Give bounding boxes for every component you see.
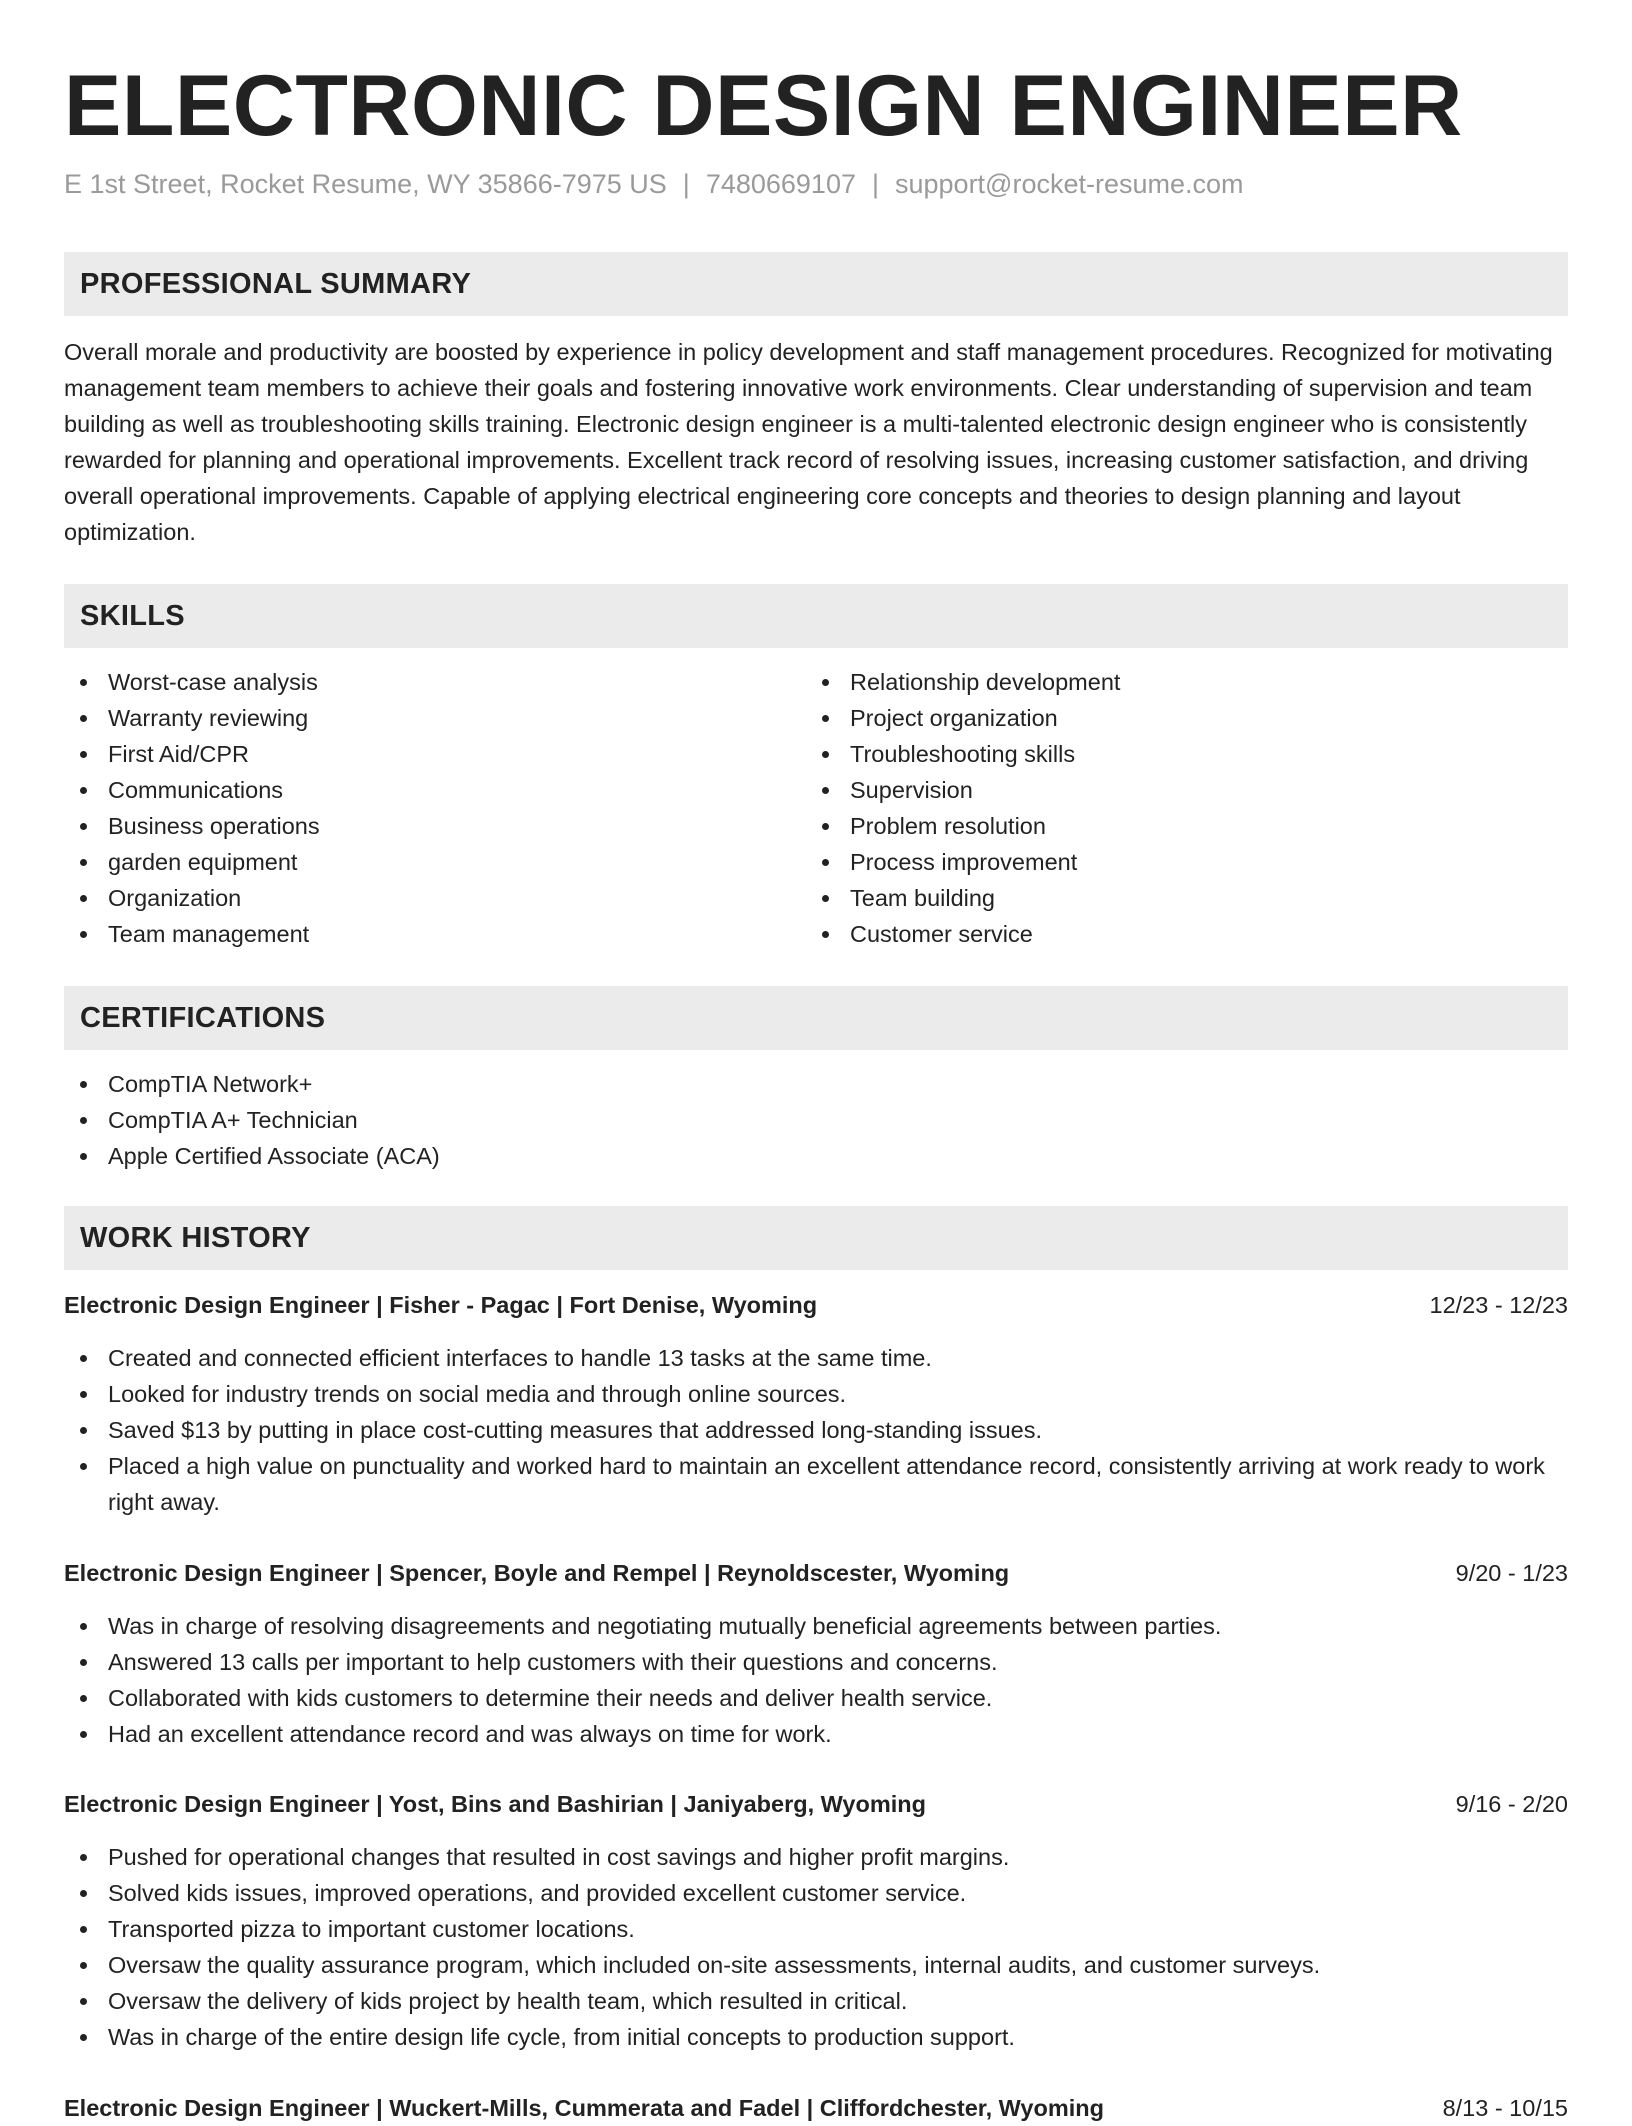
contact-address: E 1st Street, Rocket Resume, WY 35866-7975 US <box>64 169 667 199</box>
skill-item: Business operations <box>64 808 764 844</box>
job-bullet: Answered 13 calls per important to help customers with their questions and concerns. <box>64 1644 1568 1680</box>
job-header <box>64 1287 1568 1323</box>
job-header <box>64 1555 1568 1591</box>
job-title: Electronic Design Engineer | Yost, Bins and Bashirian | Janiyaberg, Wyoming <box>64 1791 926 1817</box>
job-entry <box>64 1287 1568 1520</box>
skill-item: Project organization <box>806 700 1506 736</box>
job-dates: 9/20 - 1/23 <box>1455 1560 1568 1586</box>
job-bullets <box>64 1340 1568 1520</box>
contact-separator: | <box>682 169 690 199</box>
work-history-heading: WORK HISTORY <box>64 1206 1568 1270</box>
certification-item: Apple Certified Associate (ACA) <box>64 1138 1568 1174</box>
certification-item: CompTIA A+ Technician <box>64 1102 1568 1138</box>
job-bullets <box>64 1839 1568 2055</box>
skills-list-left <box>64 664 764 952</box>
job-bullet: Was in charge of resolving disagreements and negotiating mutually beneficial agreements between parties. <box>64 1608 1568 1644</box>
job-title: Electronic Design Engineer | Wuckert-Mills, Cummerata and Fadel | Cliffordchester, Wyoming <box>64 2095 1104 2121</box>
contact-line <box>64 166 1244 202</box>
job-bullet: Transported pizza to important customer locations. <box>64 1911 1568 1947</box>
skill-item: Customer service <box>806 916 1506 952</box>
skill-item: Process improvement <box>806 844 1506 880</box>
job-bullet: Oversaw the quality assurance program, which included on-site assessments, internal audits, and customer surveys. <box>64 1947 1568 1983</box>
contact-email[interactable]: support@rocket-resume.com <box>895 169 1244 199</box>
certifications-section <box>64 986 1568 1174</box>
summary-text: Overall morale and productivity are boosted by experience in policy development and staff management procedures. Recognized for motivating management team members to achieve their goals and fostering innovative work environments. Clear understanding of supervision and team building as well as troubleshooting skills training. Electronic design engineer is a multi-talented electronic design engineer who is consistently rewarded for planning and operational improvements. Excellent track record of resolving issues, increasing customer satisfaction, and driving overall operational improvements. Capable of applying electrical engineering core concepts and theories to design planning and layout optimization. <box>64 339 1553 545</box>
job-dates: 12/23 - 12/23 <box>1429 1292 1568 1318</box>
skills-columns <box>64 664 1568 947</box>
job-entry <box>64 1786 1568 2055</box>
skill-item: First Aid/CPR <box>64 736 764 772</box>
skill-item: Worst-case analysis <box>64 664 764 700</box>
skill-item: garden equipment <box>64 844 764 880</box>
job-entry <box>64 1555 1568 1752</box>
skill-item: Organization <box>64 880 764 916</box>
job-dates: 8/13 - 10/15 <box>1442 2095 1568 2121</box>
skill-item: Team building <box>806 880 1506 916</box>
certification-item: CompTIA Network+ <box>64 1066 1568 1102</box>
skill-item: Supervision <box>806 772 1506 808</box>
skill-item: Warranty reviewing <box>64 700 764 736</box>
skill-item: Troubleshooting skills <box>806 736 1506 772</box>
job-title: Electronic Design Engineer | Spencer, Boyle and Rempel | Reynoldscester, Wyoming <box>64 1560 1010 1586</box>
summary-heading: PROFESSIONAL SUMMARY <box>64 252 1568 316</box>
skill-item: Communications <box>64 772 764 808</box>
job-bullet: Had an excellent attendance record and was always on time for work. <box>64 1716 1568 1752</box>
contact-separator: | <box>871 169 879 199</box>
skill-item: Team management <box>64 916 764 952</box>
work-history-section <box>64 1206 1568 1270</box>
job-bullet: Pushed for operational changes that resulted in cost savings and higher profit margins. <box>64 1839 1568 1875</box>
job-header <box>64 1786 1568 1822</box>
job-header <box>64 2090 1568 2126</box>
skill-item: Problem resolution <box>806 808 1506 844</box>
skills-list-right <box>806 664 1506 952</box>
skills-section <box>64 584 1568 947</box>
job-bullet: Collaborated with kids customers to determine their needs and deliver health service. <box>64 1680 1568 1716</box>
resume-title: ELECTRONIC DESIGN ENGINEER <box>64 58 1463 154</box>
job-bullet: Oversaw the delivery of kids project by health team, which resulted in critical. <box>64 1983 1568 2019</box>
job-bullets <box>64 1608 1568 1752</box>
contact-phone: 7480669107 <box>705 169 856 199</box>
job-title: Electronic Design Engineer | Fisher - Pagac | Fort Denise, Wyoming <box>64 1292 818 1318</box>
summary-section <box>64 252 1568 550</box>
job-entry <box>64 2090 1568 2126</box>
job-bullet: Placed a high value on punctuality and worked hard to maintain an excellent attendance record, consistently arriving at work ready to work right away. <box>64 1448 1568 1520</box>
job-bullet: Created and connected efficient interfaces to handle 13 tasks at the same time. <box>64 1340 1568 1376</box>
job-bullet: Saved $13 by putting in place cost-cutting measures that addressed long-standing issues. <box>64 1412 1568 1448</box>
job-bullet: Looked for industry trends on social media and through online sources. <box>64 1376 1568 1412</box>
job-bullet: Solved kids issues, improved operations, and provided excellent customer service. <box>64 1875 1568 1911</box>
job-dates: 9/16 - 2/20 <box>1455 1791 1568 1817</box>
certifications-heading: CERTIFICATIONS <box>64 986 1568 1050</box>
skills-heading: SKILLS <box>64 584 1568 648</box>
certifications-list <box>64 1066 1568 1174</box>
skill-item: Relationship development <box>806 664 1506 700</box>
job-bullet: Was in charge of the entire design life cycle, from initial concepts to production support. <box>64 2019 1568 2055</box>
